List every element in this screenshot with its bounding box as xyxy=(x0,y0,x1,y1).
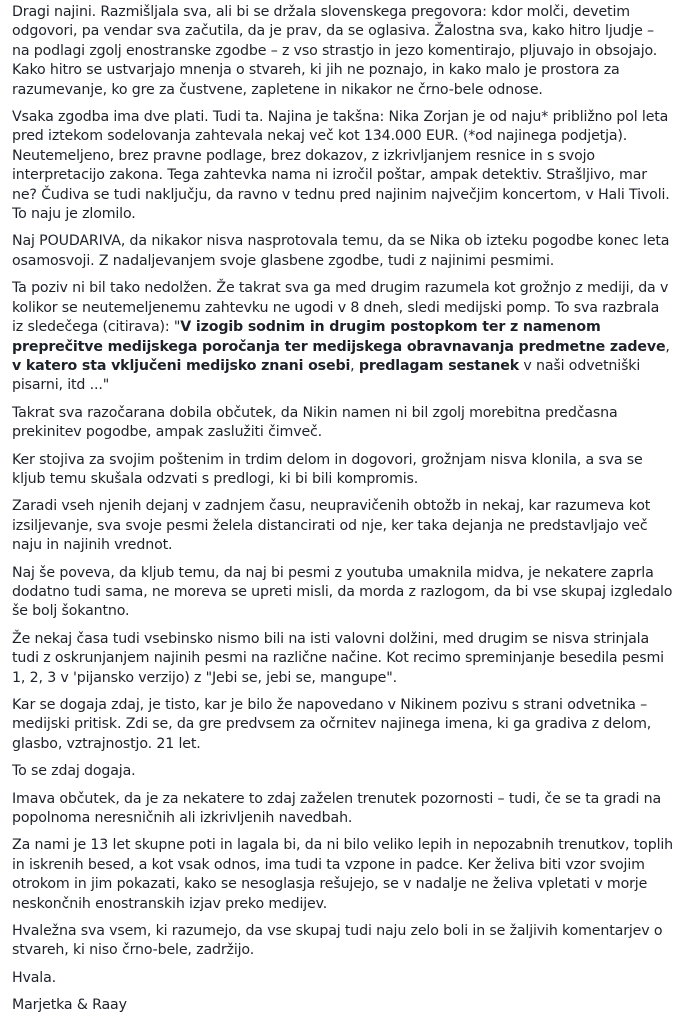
quote-bold-1: V izogib sodnim in drugim postopkom ter z namenom preprečitve medijskega poročanja ter medijskega obravnavanja predmetne zadeve xyxy=(12,319,666,355)
intro-text: Dragi najini. Razmišljala sva, ali bi se držala slovenskega pregovora: kdor molči, devetim odgovori, pa vendar sva začutila, da je prav, da se oglasiva. Žalostna sva, kako hitro ljudje – na podlagi zgolj enostranske zgodbe – z vso strastjo in jezo komentirajo, pljuvajo in obsojajo. xyxy=(12,4,658,59)
paragraph-wavelength: Že nekaj časa tudi vsebinsko nismo bili na isti valovni dolžini, med drugim se nisva strinjala tudi z oskrunjanjem najinih pesmi na različne načine. Kot recimo spreminjanje besedila pesmi 1, 2, 3 v 'pijansko verzijo) z "Jebi se, jebi se, mangupe". xyxy=(12,630,664,686)
paragraph-two-sides: Vsaka zgodba ima dve plati. Tudi ta. Najina je takšna: Nika Zorjan je od naju* približno pol leta pred iztekom sodelovanja zahtevala nekaj več kot 134.000 EUR. (*od najinega podjetja). Neutemeljeno, brez pravne podlage, brez dokazov, z izkrivljanjem resnice in s svojo interpretacijo zakona. Tega zahtevka nama ni izročil poštar, ampak detektiv. Strašljivo, mar ne? Čudiva se tudi naključju, da ravno v tednu pred najinim največjim koncertom, v Hali Tivoli. To naju je zlomilo. xyxy=(12,109,670,223)
paragraph-attention: Imava občutek, da je za nekatere to zdaj zaželen trenutek pozornosti – tudi, če se ta gradi na popolnoma neresničnih ali izkrivljenih navedbah. xyxy=(12,790,662,827)
post-body xyxy=(12,3,674,1024)
paragraph-compromise: Ker stojiva za svojim poštenim in trdim delom in dogovori, grožnjam nisva klonila, a sva se kljub temu skušala odzvati s predlogi, ki bi bili kompromis. xyxy=(12,451,643,487)
quote-sep-1: , xyxy=(665,338,670,355)
quote-sep-2: , xyxy=(350,357,359,374)
quote-tail: v naši odvetniški pisarni, itd ..." xyxy=(12,357,641,394)
intro-text-continued: Kako hitro se ustvarjajo mnenja o stvareh, ki jih ne poznajo, in kako malo je prostora za razumevanje, ko gre za čustvene, zapletene in nikakor ne črno-bele odnose. xyxy=(12,62,620,98)
paragraph-intro xyxy=(12,3,674,100)
paragraph-distance: Zaradi vseh njenih dejanj v zadnjem času, neupravičenih obtožb in nekaj, kar razumeva kot izsiljevanje, sva svoje pesmi želela distancirati od nje, ker taka dejanja ne predstavljajo več naju in najinih vrednot. xyxy=(12,498,651,554)
paragraph-youtube: Naj še poveva, da kljub temu, da naj bi pesmi z youtuba umaknila midva, je nekatere zaprla dodatno tudi sama, ne moreva se upreti misli, da morda z razlogom, da bi vse skupaj izgledalo še bolj šokantno. xyxy=(12,564,673,620)
signature: Marjetka & Raay xyxy=(12,997,127,1014)
paragraph-gratitude: Hvaležna sva vsem, ki razumejo, da vse skupaj tudi naju zelo boli in se žaljivih komentarjev o stvareh, ki niso črno-bele, zadržijo. xyxy=(12,923,663,959)
paragraph-thanks: Hvala. xyxy=(12,969,57,986)
paragraph-emphasis: Naj POUDARIVA, da nikakor nisva nasprotovala temu, da se Nika ob izteku pogodbe konec leta osamosvoji. Z nadaljevanjem svoje glasbene zgodbe, tudi z najinimi pesmimi. xyxy=(12,233,670,269)
quote-bold-3: predlagam sestanek xyxy=(358,357,520,374)
quote-intro: Ta poziv ni bil tako nedolžen. Že takrat sva ga med drugim razumela kot grožnjo z mediji, da v kolikor se neutemeljenemu zahtevku ne ugodi v 8 dneh, sledi medijski pomp. To sva razbrala iz sledečega (citirava): " xyxy=(12,280,669,336)
paragraph-thirteen-years: Za nami je 13 let skupne poti in lagala bi, da ni bilo veliko lepih in nepozabnih trenutkov, toplih in iskrenih besed, a kot vsak odnos, ima tudi ta vzpone in padce. Ker želiva biti vzor svojim otrokom in jim pokazati, kako se nesoglasja rešujejo, se v nadalje ne želiva vpletati v morje neskončnih enostranskih izjav preko medijev. xyxy=(12,837,673,912)
paragraph-disappointment: Takrat sva razočarana dobila občutek, da Nikin namen ni bil zgolj morebitna predčasna prekinitev pogodbe, ampak zaslužiti čimveč. xyxy=(12,404,618,441)
paragraph-quote xyxy=(12,279,674,395)
quote-bold-2: v katero sta vključeni medijsko znani osebi xyxy=(12,357,351,374)
paragraph-happening: To se zdaj dogaja. xyxy=(12,763,136,780)
paragraph-media-pressure: Kar se dogaja zdaj, je tisto, kar je bilo že napovedano v Nikinem pozivu s strani odvetnika – medijski pritisk. Zdi se, da gre predvsem za očrnitev najinega imena, ki ga gradiva z delom, glasbo, vztrajnostjo. 21 let. xyxy=(12,697,652,752)
